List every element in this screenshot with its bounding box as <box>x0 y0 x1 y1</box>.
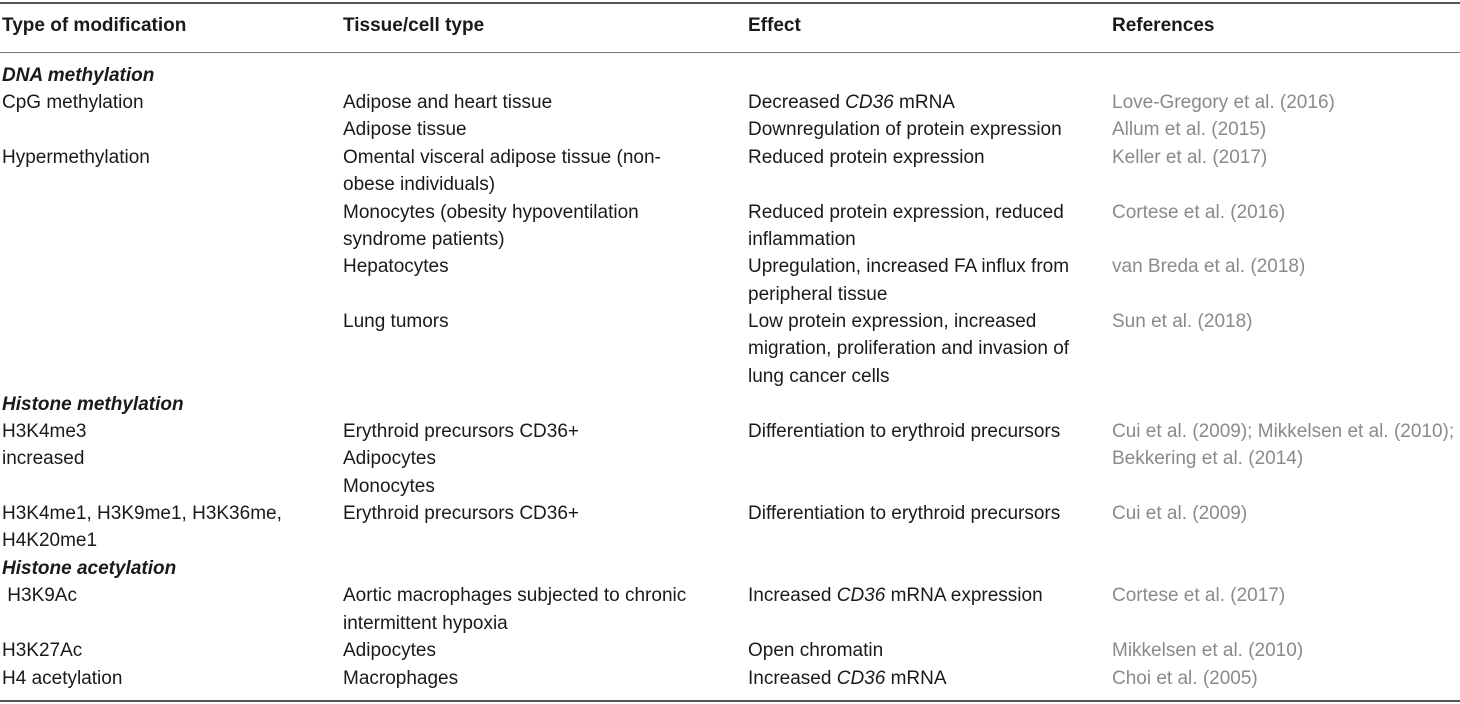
row11-tissue: Macrophages <box>343 668 459 689</box>
row7-type-line2: increased <box>2 448 85 469</box>
row3-effect: Reduced protein expression <box>748 147 985 168</box>
row1-type: CpG methylation <box>2 92 144 113</box>
row5-effect-line2: peripheral tissue <box>748 284 888 305</box>
row9-reference: Cortese et al. (2017) <box>1112 585 1286 606</box>
row3-tissue-line2: obese individuals) <box>343 174 496 195</box>
row6-effect-line2: migration, proliferation and invasion of <box>748 338 1070 359</box>
section-dna-methylation: DNA methylation <box>2 65 155 86</box>
row4-effect-line2: inflammation <box>748 229 856 250</box>
row2-tissue: Adipose tissue <box>343 119 467 140</box>
row7-type-line1: H3K4me3 <box>2 421 87 442</box>
row1-effect <box>748 89 955 116</box>
row9-tissue-line1: Aortic macrophages subjected to chronic <box>343 585 687 606</box>
row1-tissue: Adipose and heart tissue <box>343 92 553 113</box>
row11-effect-post: mRNA <box>885 668 947 689</box>
row9-effect-post: mRNA expression <box>885 585 1043 606</box>
row10-reference: Mikkelsen et al. (2010) <box>1112 640 1304 661</box>
row2-reference: Allum et al. (2015) <box>1112 119 1267 140</box>
row1-reference: Love-Gregory et al. (2016) <box>1112 92 1335 113</box>
top-rule <box>0 2 1460 4</box>
header-tissue: Tissue/cell type <box>343 15 485 36</box>
row4-tissue-line1: Monocytes (obesity hypoventilation <box>343 202 639 223</box>
row6-reference: Sun et al. (2018) <box>1112 311 1253 332</box>
header-type: Type of modification <box>2 15 187 36</box>
row6-tissue: Lung tumors <box>343 311 449 332</box>
row6-effect-line3: lung cancer cells <box>748 366 890 387</box>
bottom-rule <box>0 700 1460 702</box>
row7-tissue-line3: Monocytes <box>343 476 435 497</box>
row1-effect-pre: Decreased <box>748 92 846 113</box>
row8-type-line2: H4K20me1 <box>2 530 98 551</box>
row8-reference: Cui et al. (2009) <box>1112 503 1248 524</box>
row7-tissue-line2: Adipocytes <box>343 448 436 469</box>
row2-effect: Downregulation of protein expression <box>748 119 1062 140</box>
row8-type-line1: H3K4me1, H3K9me1, H3K36me, <box>2 503 282 524</box>
row9-effect-pre: Increased <box>748 585 837 606</box>
row11-effect-pre: Increased <box>748 668 837 689</box>
header-rule <box>0 52 1460 53</box>
row3-type: Hypermethylation <box>2 147 150 168</box>
row10-tissue: Adipocytes <box>343 640 436 661</box>
row8-tissue: Erythroid precursors CD36+ <box>343 503 580 524</box>
row8-effect: Differentiation to erythroid precursors <box>748 503 1061 524</box>
section-histone-methylation: Histone methylation <box>2 394 184 415</box>
row3-tissue-line1: Omental visceral adipose tissue (non- <box>343 147 661 168</box>
row1-effect-gene: CD36 <box>845 92 894 113</box>
row7-reference-line1: Cui et al. (2009); Mikkelsen et al. (2010); <box>1112 421 1455 442</box>
row11-effect-gene: CD36 <box>836 668 886 689</box>
row9-type: H3K9Ac <box>2 585 77 606</box>
row11-type: H4 acetylation <box>2 668 123 689</box>
row4-reference: Cortese et al. (2016) <box>1112 202 1286 223</box>
row1-effect-post: mRNA <box>893 92 955 113</box>
row9-effect <box>748 582 1043 609</box>
row10-effect: Open chromatin <box>748 640 884 661</box>
section-histone-acetylation: Histone acetylation <box>2 558 177 579</box>
row7-tissue-line1: Erythroid precursors CD36+ <box>343 421 580 442</box>
row5-tissue: Hepatocytes <box>343 256 449 277</box>
row11-reference: Choi et al. (2005) <box>1112 668 1258 689</box>
row9-tissue-line2: intermittent hypoxia <box>343 613 508 634</box>
row5-effect-line1: Upregulation, increased FA influx from <box>748 256 1070 277</box>
row6-effect-line1: Low protein expression, increased <box>748 311 1037 332</box>
row10-type: H3K27Ac <box>2 640 83 661</box>
row7-effect: Differentiation to erythroid precursors <box>748 421 1061 442</box>
row4-effect-line1: Reduced protein expression, reduced <box>748 202 1064 223</box>
row5-reference: van Breda et al. (2018) <box>1112 256 1306 277</box>
header-references: References <box>1112 15 1215 36</box>
row11-effect <box>748 665 947 692</box>
row7-reference-line2: Bekkering et al. (2014) <box>1112 448 1304 469</box>
row4-tissue-line2: syndrome patients) <box>343 229 505 250</box>
header-effect: Effect <box>748 15 801 36</box>
row3-reference: Keller et al. (2017) <box>1112 147 1268 168</box>
row9-effect-gene: CD36 <box>836 585 886 606</box>
